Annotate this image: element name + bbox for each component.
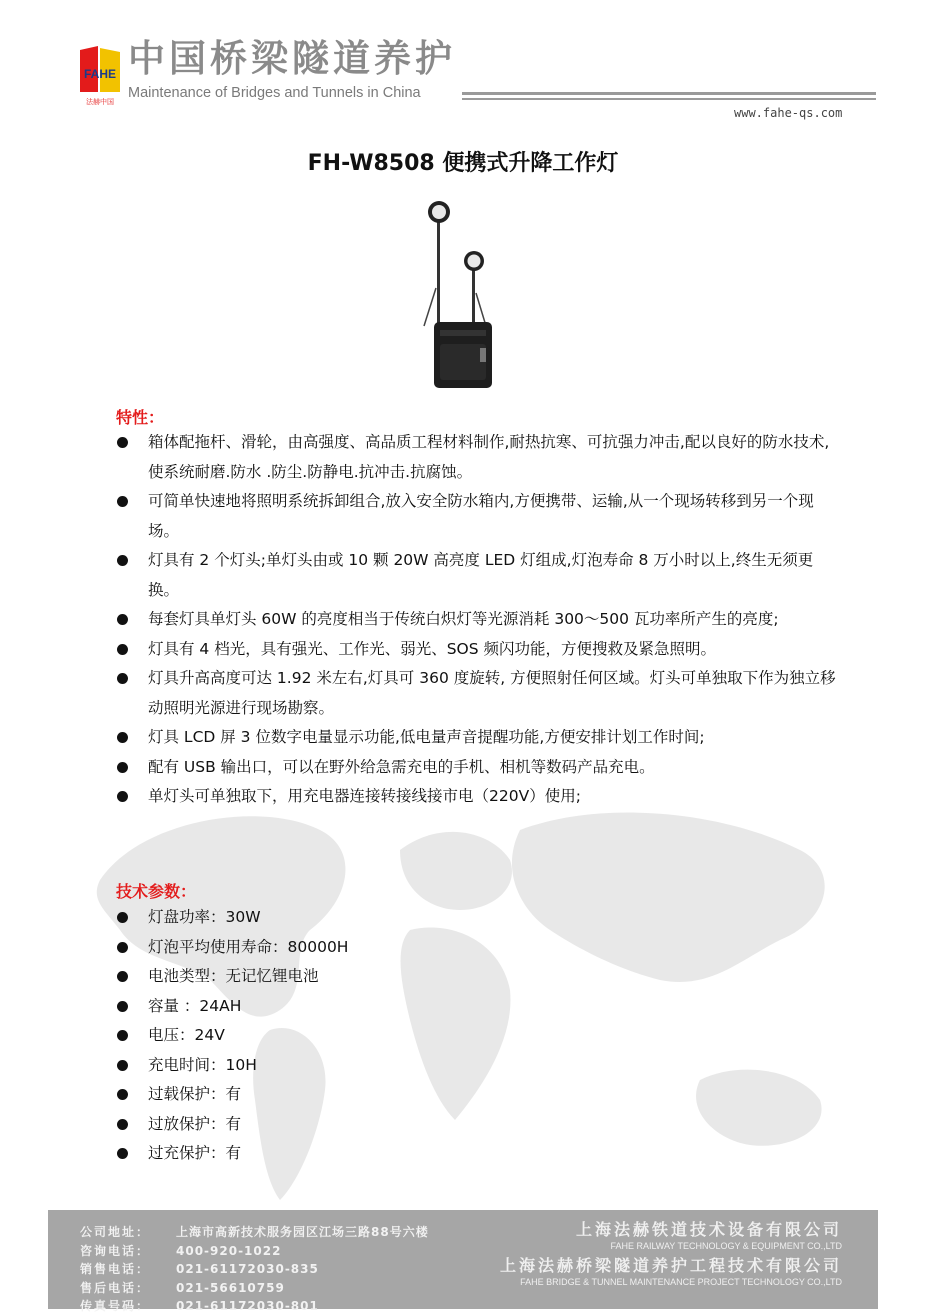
features-heading: 特性： [116, 408, 165, 427]
bullet-icon [117, 1148, 128, 1159]
company1-name-en: FAHE RAILWAY TECHNOLOGY & EQUIPMENT CO.,LTD [610, 1241, 842, 1251]
bullet-icon [117, 762, 128, 773]
feature-text: 配有 USB 输出口，可以在野外给急需充电的手机、相机等数码产品充电。 [148, 757, 655, 776]
spec-item [116, 933, 836, 963]
brand-name-en: Maintenance of Bridges and Tunnels in China [128, 85, 421, 101]
spec-item [116, 1110, 836, 1140]
bullet-icon [117, 1030, 128, 1041]
bullet-icon [117, 644, 128, 655]
feature-item [116, 428, 836, 487]
bullet-icon [117, 732, 128, 743]
feature-item [116, 546, 836, 605]
bullet-icon [117, 614, 128, 625]
bullet-icon [117, 791, 128, 802]
contact-row [80, 1279, 429, 1298]
feature-item [116, 664, 836, 723]
contact-value: 021-56610759 [176, 1280, 285, 1295]
spec-item [116, 962, 836, 992]
bullet-icon [117, 1060, 128, 1071]
header-rule-top [462, 92, 876, 95]
feature-text: 可简单快速地将照明系统拆卸组合,放入安全防水箱内,方便携带、运输,从一个现场转移到另一个现场。 [148, 492, 814, 540]
feature-item [116, 782, 836, 812]
bullet-icon [117, 971, 128, 982]
spec-text: 灯盘功率：30W [148, 908, 261, 926]
spec-item [116, 1080, 836, 1110]
company-block [500, 1220, 842, 1292]
features-list [116, 428, 836, 812]
spec-text: 过放保护：有 [148, 1114, 242, 1133]
bullet-icon [117, 1001, 128, 1012]
spec-text: 容量 ：24AH [148, 996, 242, 1015]
contact-label: 公司地址： [80, 1225, 151, 1239]
contact-label: 传真号码： [80, 1299, 151, 1314]
bullet-icon [117, 673, 128, 684]
spec-text: 充电时间：10H [148, 1055, 257, 1074]
logo-text: FAHE [83, 67, 117, 81]
feature-item [116, 635, 836, 665]
feature-text: 灯具升高高度可达 1.92 米左右,灯具可 360 度旋转, 方便照射任何区域。灯头可单独取下作为独立移动照明光源进行现场勘察。 [148, 669, 836, 717]
feature-text: 每套灯具单灯头 60W 的亮度相当于传统白炽灯等光源消耗 300～500 瓦功率所产生的亮度; [148, 610, 779, 628]
contact-row [80, 1297, 429, 1316]
spec-item [116, 1021, 836, 1051]
bullet-icon [117, 437, 128, 448]
contact-row [80, 1223, 429, 1242]
specs-heading: 技术参数： [116, 882, 197, 901]
feature-item [116, 487, 836, 546]
bullet-icon [117, 555, 128, 566]
spec-text: 灯泡平均使用寿命：80000H [148, 937, 349, 956]
feature-text: 灯具有 2 个灯头;单灯头由或 10 颗 20W 高亮度 LED 灯组成,灯泡寿命 8 万小时以上,终生无须更换。 [148, 551, 814, 599]
page-footer [48, 1210, 878, 1314]
spec-item [116, 992, 836, 1022]
contact-label: 销售电话： [80, 1262, 151, 1277]
contact-label: 售后电话： [80, 1280, 151, 1295]
company1-name-cn: 上海法赫铁道技术设备有限公司 [575, 1220, 842, 1239]
logo-caption: 法赫中国 [86, 98, 114, 106]
contact-block [80, 1223, 429, 1316]
company2-name-cn: 上海法赫桥梁隧道养护工程技术有限公司 [499, 1256, 842, 1275]
spec-text: 电池类型：无记忆锂电池 [148, 967, 319, 985]
bullet-icon [117, 912, 128, 923]
page-title: FH-W8508 便携式升降工作灯 [307, 151, 619, 176]
bullet-icon [117, 942, 128, 953]
company2-name-en: FAHE BRIDGE & TUNNEL MAINTENANCE PROJECT TECHNOLOGY CO.,LTD [520, 1277, 842, 1287]
brand-name-cn: 中国桥梁隧道养护 [128, 37, 456, 80]
contact-value: 021-61172030-801 [176, 1299, 319, 1314]
feature-text: 单灯头可单独取下，用充电器连接转接线接市电（220V）使用; [148, 787, 581, 805]
contact-row [80, 1260, 429, 1279]
feature-item [116, 723, 836, 753]
feature-text: 灯具有 4 档光，具有强光、工作光、弱光、SOS 频闪功能，方便搜救及紧急照明。 [148, 639, 717, 658]
spec-text: 过充保护：有 [148, 1144, 242, 1162]
specs-list [116, 903, 836, 1169]
fahe-logo [78, 44, 122, 106]
contact-value: 021-61172030-835 [176, 1262, 319, 1277]
feature-text: 灯具 LCD 屏 3 位数字电量显示功能,低电量声音提醒功能,方便安排计划工作时间; [148, 728, 705, 746]
feature-item [116, 605, 836, 635]
feature-item [116, 753, 836, 783]
header-rule-bottom [462, 98, 876, 100]
website-url[interactable]: www.fahe-qs.com [734, 106, 843, 120]
contact-value: 上海市高新技术服务园区江场三路88号六楼 [176, 1225, 429, 1239]
spec-item [116, 1051, 836, 1081]
contact-row [80, 1242, 429, 1261]
spec-text: 过载保护：有 [148, 1085, 242, 1103]
bullet-icon [117, 496, 128, 507]
spec-item [116, 1139, 836, 1169]
product-photo [420, 198, 508, 390]
spec-text: 电压：24V [148, 1026, 225, 1044]
feature-text: 箱体配拖杆、滑轮，由高强度、高品质工程材料制作,耐热抗寒、可抗强力冲击,配以良好的防水技术,使系统耐磨.防水 .防尘.防静电.抗冲击.抗腐蚀。 [148, 433, 830, 481]
bullet-icon [117, 1119, 128, 1130]
page-header [0, 0, 926, 130]
spec-item [116, 903, 836, 933]
contact-value: 400-920-1022 [176, 1243, 282, 1258]
bullet-icon [117, 1089, 128, 1100]
contact-label: 咨询电话： [80, 1243, 151, 1258]
